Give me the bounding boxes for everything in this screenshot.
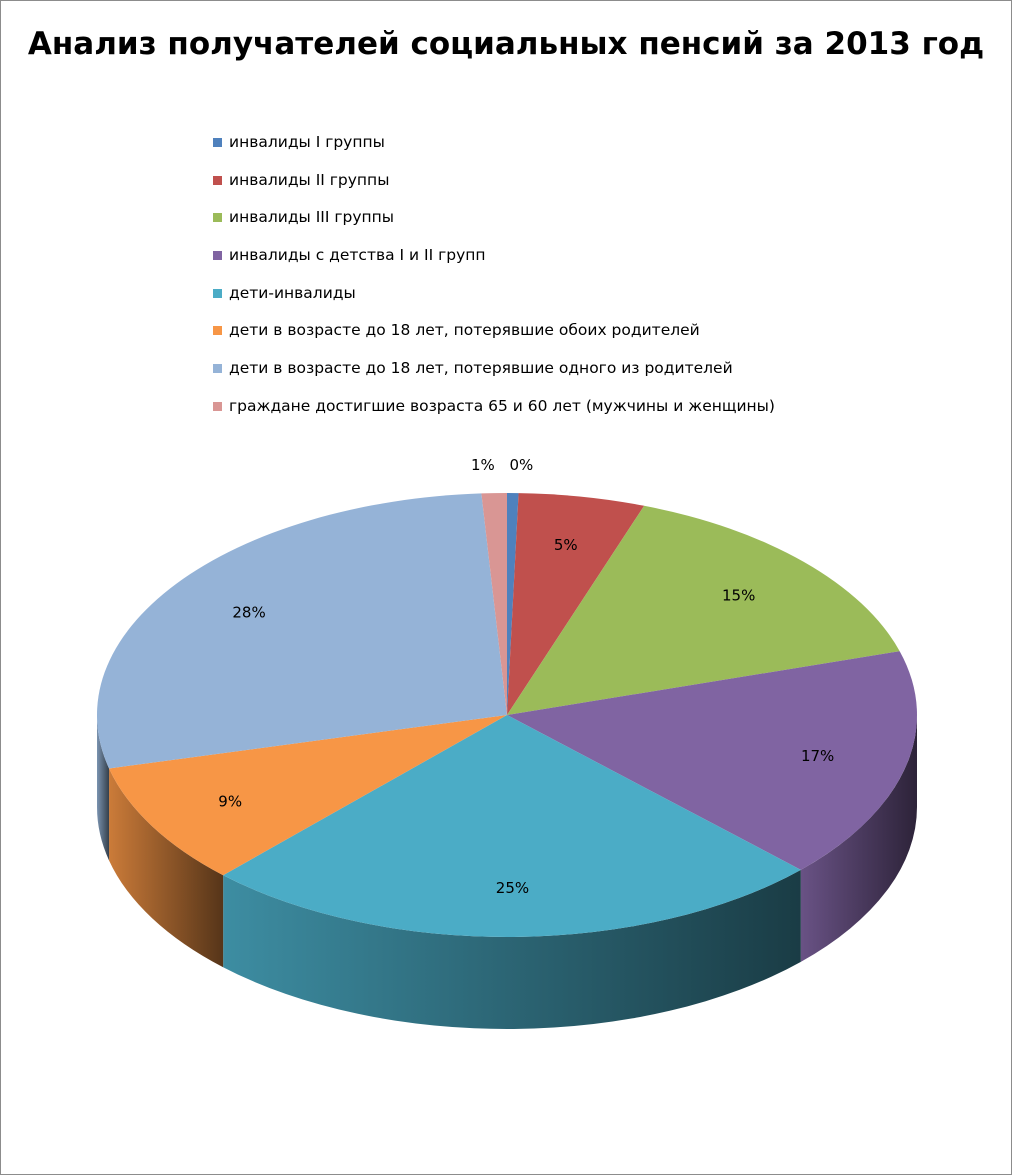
data-label: 17% [800, 747, 835, 766]
data-label: 0% [509, 455, 534, 474]
data-label: 25% [495, 879, 530, 898]
legend-label: инвалиды III группы [229, 208, 395, 227]
data-label: 9% [218, 792, 243, 811]
data-label: 15% [721, 586, 756, 605]
chart-title: Анализ получателей социальных пенсий за 2013 год [27, 26, 985, 62]
legend-label: граждане достигшие возраста 65 и 60 лет (мужчины и женщины) [229, 396, 775, 415]
data-label: 5% [553, 535, 578, 554]
legend-label: инвалиды I группы [229, 133, 385, 151]
pie-chart [1, 1, 1011, 1174]
legend-label: дети в возрасте до 18 лет, потерявшие обоих родителей [229, 321, 700, 340]
legend-label: дети в возрасте до 18 лет, потерявшие одного из родителей [229, 359, 733, 378]
legend-label: инвалиды II группы [229, 170, 390, 189]
data-label: 28% [232, 603, 266, 622]
legend-label: дети-инвалиды [229, 283, 356, 302]
data-label: 1% [470, 455, 495, 474]
pie-tops [97, 493, 917, 937]
legend-label: инвалиды с детства I и II групп [229, 246, 486, 265]
